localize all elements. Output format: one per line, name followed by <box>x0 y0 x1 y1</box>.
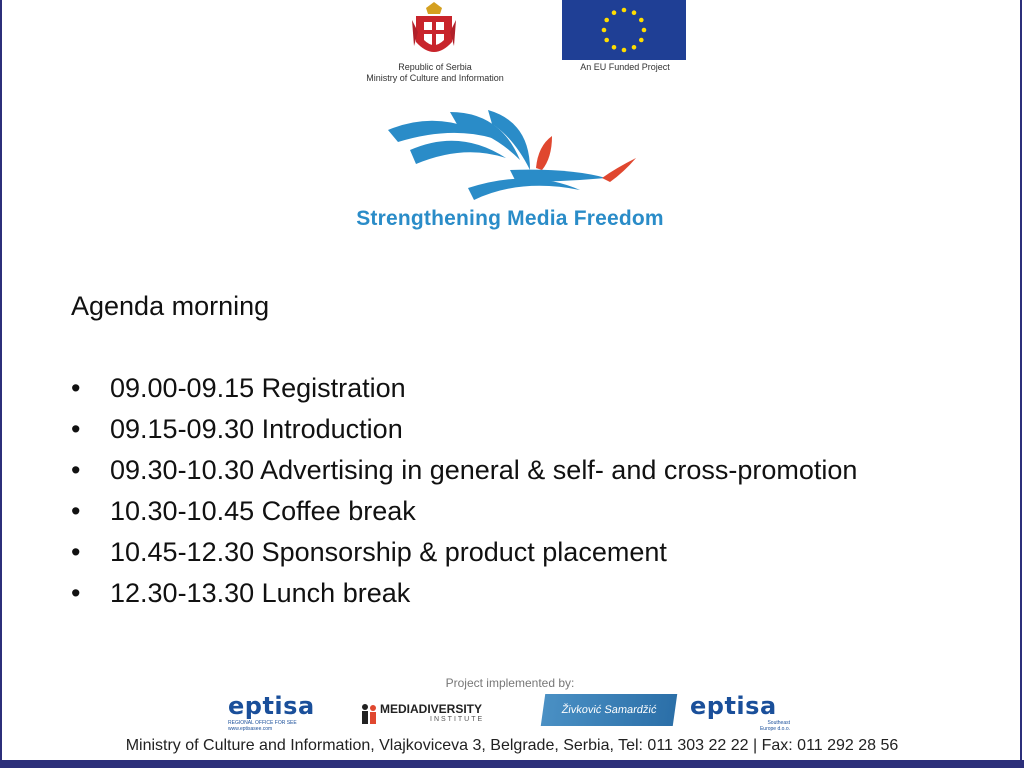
agenda-item <box>71 450 951 491</box>
serbia-caption-line2: Ministry of Culture and Information <box>366 73 504 83</box>
agenda-item-text: 09.00-09.15 Registration <box>110 373 406 403</box>
agenda-item-text: 09.15-09.30 Introduction <box>110 414 403 444</box>
bullet-icon: • <box>71 496 81 526</box>
agenda-item-text: 10.45-12.30 Sponsorship & product placement <box>110 537 667 567</box>
eptisa-sub-line2: Europe d.o.o. <box>759 726 790 732</box>
serbian-coat-of-arms-icon <box>410 2 458 62</box>
zivkovic-samardzic-logo: Živković Samardžić <box>541 694 677 726</box>
slide-bottom-bar <box>0 760 1024 768</box>
agenda-heading: Agenda morning <box>71 291 270 321</box>
agenda-section <box>71 286 951 614</box>
eptisa-regional-logo <box>228 692 338 734</box>
eptisa-wordmark: eptisa <box>690 692 777 720</box>
bullet-icon: • <box>71 373 81 403</box>
agenda-item <box>71 409 951 450</box>
mdi-figures-icon <box>360 702 378 726</box>
agenda-item <box>71 491 951 532</box>
eu-caption: An EU Funded Project <box>580 62 670 72</box>
eptisa-sub-line1: Southeast <box>767 720 790 726</box>
agenda-item-text: 10.30-10.45 Coffee break <box>110 496 416 526</box>
eptisa-sub-line2: www.eptisasee.com <box>228 726 273 732</box>
bullet-icon: • <box>71 414 81 444</box>
bullet-icon: • <box>71 455 81 485</box>
agenda-item <box>71 368 951 409</box>
agenda-item-text: 09.30-10.30 Advertising in general & self- and cross-promotion <box>110 455 858 485</box>
eu-funded-logo <box>560 0 690 80</box>
implemented-by-label: Project implemented by: <box>445 676 575 690</box>
agenda-item-text: 12.30-13.30 Lunch break <box>110 578 411 608</box>
footer-address: Ministry of Culture and Information, Vlajkoviceva 3, Belgrade, Serbia, Tel: 011 303 22 22 | Fax: 011 292 28 56 <box>125 737 899 754</box>
agenda-item <box>71 573 951 614</box>
bullet-icon: • <box>71 578 81 608</box>
mdi-wordmark: MEDIADIVERSITY <box>380 702 483 716</box>
agenda-item <box>71 532 951 573</box>
media-diversity-institute-logo <box>360 700 520 728</box>
agenda-list <box>71 368 951 614</box>
mdi-subtitle: INSTITUTE <box>430 716 485 723</box>
eptisa-southeast-logo <box>690 692 800 734</box>
serbia-ministry-logo <box>335 2 535 86</box>
media-freedom-bird-logo <box>380 108 650 208</box>
project-title: Strengthening Media Freedom <box>356 207 664 230</box>
serbia-caption-line1: Republic of Serbia <box>398 62 472 72</box>
bullet-icon: • <box>71 537 81 567</box>
eu-flag-icon <box>562 0 686 60</box>
eptisa-wordmark: eptisa <box>228 692 315 720</box>
eptisa-sub-line1: REGIONAL OFFICE FOR SEE <box>228 720 297 726</box>
